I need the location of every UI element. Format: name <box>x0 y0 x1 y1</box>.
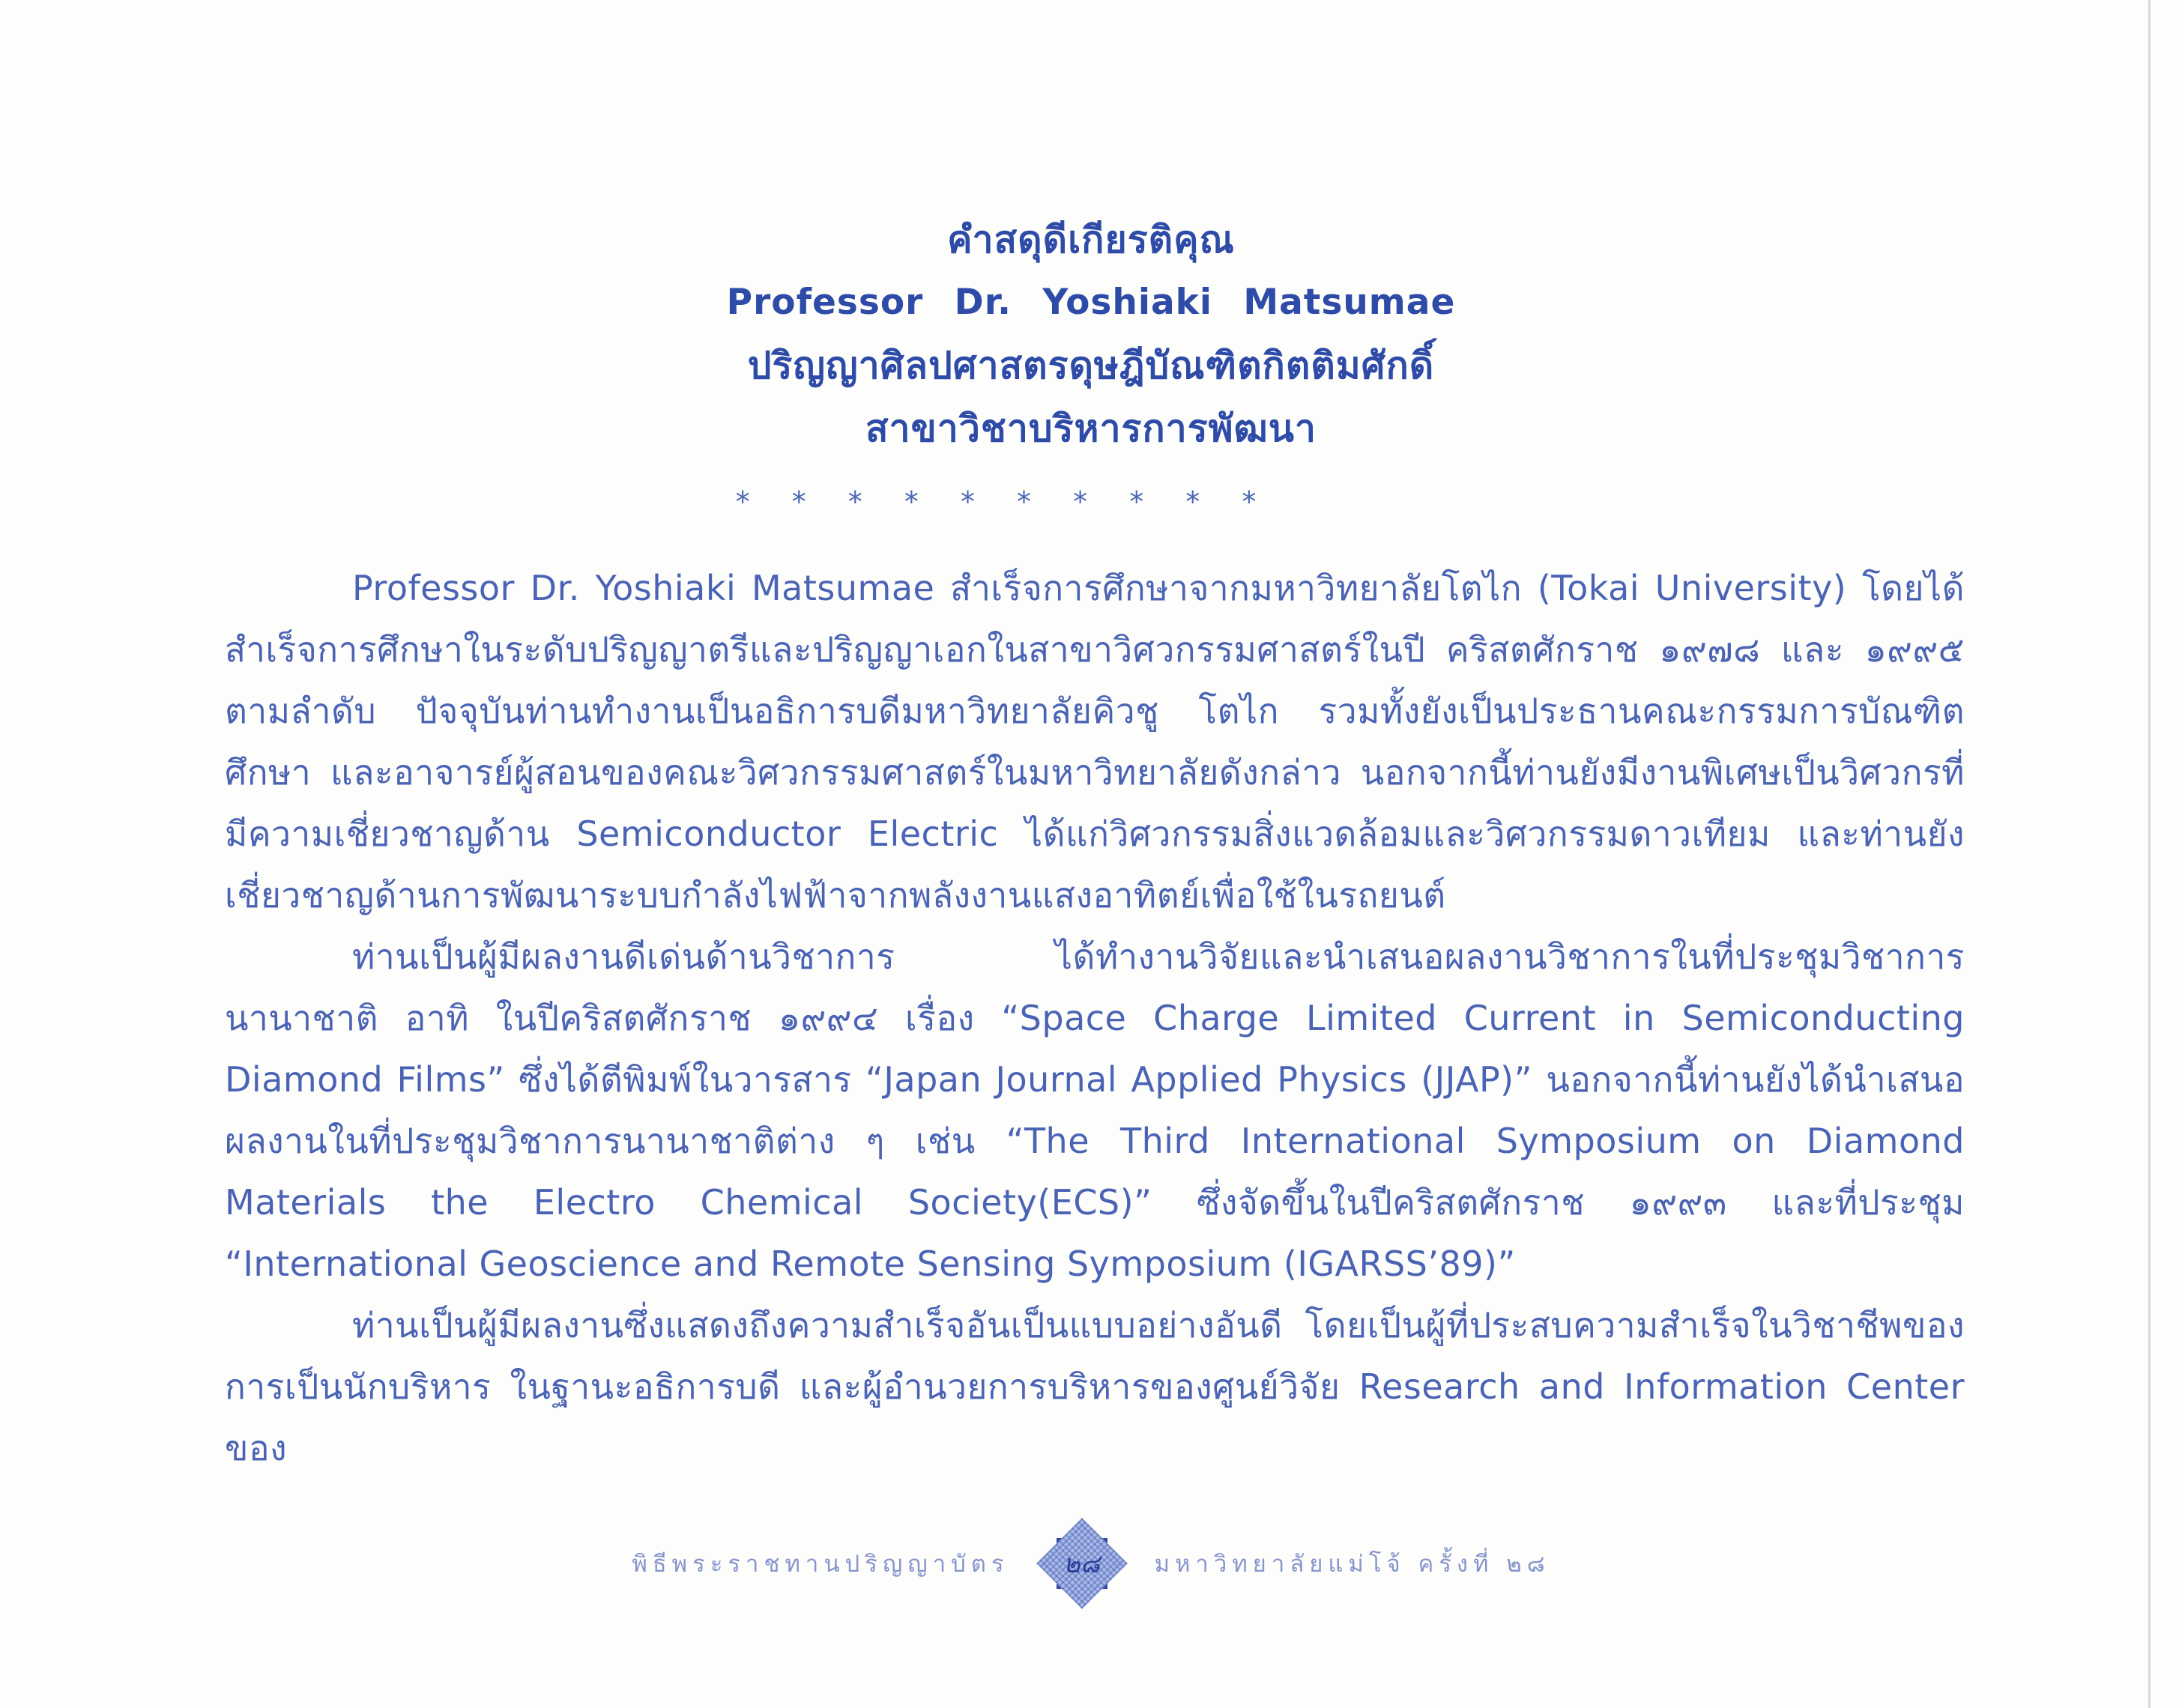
biography-paragraph-2: ท่านเป็นผู้มีผลงานดีเด่นด้านวิชาการ ได้ทำงานวิจัยและนำเสนอผลงานวิชาการในที่ประชุมวิชาการนานาชาติ อาทิ ในปีคริสตศักราช ๑๙๙๔ เรื่อง “Space Charge Limited Current in Semiconducting Diamond Films” ซึ่งได้ตีพิมพ์ในวารสาร “Japan Journal Applied Physics (JJAP)” นอกจากนี้ท่านยังได้นำเสนอผลงานในที่ประชุมวิชาการนานาชาติต่าง ๆ เช่น “The Third International Symposium on Diamond Materials the Electro Chemical Society(ECS)” ซึ่งจัดขึ้นในปีคริสตศักราช ๑๙๙๓ และที่ประชุม “International Geoscience and Remote Sensing Symposium (IGARSS’89)” <box>225 936 1965 1284</box>
footer-university-text: มหาวิทยาลัยแม่โจ้ ครั้งที่ ๒๘ <box>1154 1551 1550 1578</box>
degree-field: สาขาวิชาบริหารการพัฒนา <box>865 407 1317 450</box>
stars-separator: * * * * * * * * * * <box>735 485 1273 518</box>
degree-name: ปริญญาศิลปศาสตรดุษฎีบัณฑิตกิตติมศักดิ์ <box>747 344 1435 387</box>
page-footer <box>0 1527 2182 1600</box>
biography-paragraph-1: Professor Dr. Yoshiaki Matsumae สำเร็จการศึกษาจากมหาวิทยาลัยโตไก (Tokai University) โดยได้สำเร็จการศึกษาในระดับปริญญาตรีและปริญญาเอกในสาขาวิศวกรรมศาสตร์ในปี คริสตศักราช ๑๙๗๘ และ ๑๙๙๕ ตามลำดับ ปัจจุบันท่านทำงานเป็นอธิการบดีมหาวิทยาลัยคิวชู โตไก รวมทั้งยังเป็นประธานคณะกรรมการบัณฑิตศึกษา และอาจารย์ผู้สอนของคณะวิศวกรรมศาสตร์ในมหาวิทยาลัยดังกล่าว นอกจากนี้ท่านยังมีงานพิเศษเป็นวิศวกรที่มีความเชี่ยวชาญด้าน Semiconductor Electric ได้แก่วิศวกรรมสิ่งแวดล้อมและวิศวกรรมดาวเทียม และท่านยังเชี่ยวชาญด้านการพัฒนาระบบกำลังไฟฟ้าจากพลังงานแสงอาทิตย์เพื่อใช้ในรถยนต์ <box>225 568 1965 915</box>
maejo-emblem-icon <box>1045 1527 1119 1600</box>
emblem-ordinal-monogram: ๒๘ <box>1063 1549 1100 1579</box>
honoree-name: Professor Dr. Yoshiaki Matsumae <box>726 282 1456 323</box>
footer-ceremony-text: พิธีพระราชทานปริญญาบัตร <box>632 1551 1009 1578</box>
title-block <box>0 0 2182 460</box>
award-citation-title: คำสดุดีเกียรติคุณ <box>947 218 1235 261</box>
biography-paragraph-3: ท่านเป็นผู้มีผลงานซึ่งแสดงถึงความสำเร็จอันเป็นแบบอย่างอันดี โดยเป็นผู้ที่ประสบความสำเร็จในวิชาชีพของการเป็นนักบริหาร ในฐานะอธิการบดี และผู้อำนวยการบริหารของศูนย์วิจัย Research and Information Center ของ <box>225 1305 1965 1468</box>
citation-body <box>225 557 1965 1479</box>
scan-edge-artifact <box>2148 0 2151 1708</box>
